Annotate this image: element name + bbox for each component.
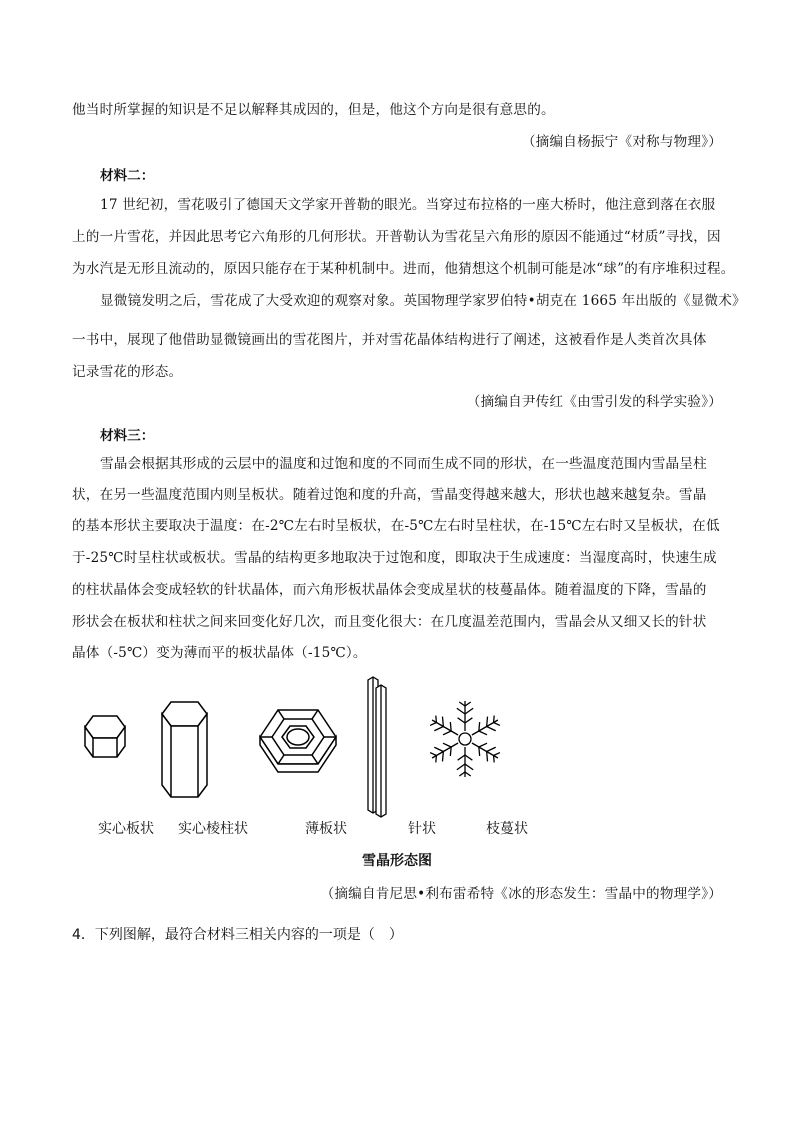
text-line: 一书中，展现了他借助显微镜画出的雪花图片，并对雪花晶体结构进行了阐述，这被看作是人类首次具体 xyxy=(72,332,707,348)
text-line: 17 世纪初，雪花吸引了德国天文学家开普勒的眼光。当穿过布拉格的一座大桥时，他注意到落在衣服 xyxy=(100,197,716,213)
dendrite-branch xyxy=(487,752,488,762)
dendrite-branch xyxy=(494,716,495,723)
dendrite-branch xyxy=(465,702,471,706)
dendrite-branch xyxy=(457,708,465,714)
dendrite-branch xyxy=(479,743,487,747)
dendrite-branch xyxy=(436,716,437,723)
text-line: 的基本形状主要取决于温度：在-2℃左右时呈板状，在-5℃左右时呈柱状，在-15℃左右时又呈板状，在低 xyxy=(72,518,720,534)
material2-heading: 材料二： xyxy=(100,168,155,184)
dendrite-branch xyxy=(479,747,480,756)
text-line: 于-25℃时呈柱状或板状。雪晶的结构更多地取决于过饱和度，即取决于生成速度：当湿度高时，快速生成 xyxy=(72,550,717,566)
dendrite-branch xyxy=(458,718,465,723)
text-line: 为水汽是无形且流动的，原因只能存在于某种机制中。进而，他猜想这个机制可能是冰“球”的有序堆积过程。 xyxy=(72,261,735,277)
dendrite-branch xyxy=(494,756,495,763)
question-4: 4．下列图解，最符合材料三相关内容的一项是（ ） xyxy=(72,927,403,943)
caption-needle: 针状 xyxy=(408,821,436,837)
dendrite-branch xyxy=(450,747,451,756)
dendrite-branch xyxy=(430,723,436,726)
text-line: 的柱状晶体会变成轻软的针状晶体，而六角形板状晶体会变成星状的枝蔓晶体。随着温度的下降，雪晶的 xyxy=(72,582,707,598)
dendrite-branch xyxy=(434,727,443,731)
material3-heading: 材料三： xyxy=(100,428,155,444)
dendrite-branch xyxy=(479,731,487,735)
dendrite-branch xyxy=(430,753,436,756)
dendrite-branch xyxy=(442,717,443,727)
dendrite-branch xyxy=(465,764,473,770)
figure-title: 雪晶形态图 xyxy=(362,853,432,869)
text-line: 上的一片雪花，并因此思考它六角形的几何形状。开普勒认为雪花呈六角形的原因不能通过“材质”寻找，因 xyxy=(72,229,721,245)
dendrite-branch xyxy=(494,723,500,726)
dendrite-branch xyxy=(487,727,496,731)
dendrite-branch xyxy=(458,755,465,760)
caption-solid-prism: 实心棱柱状 xyxy=(178,821,248,837)
caption-dendrite: 枝蔓状 xyxy=(486,821,528,837)
source-citation: （摘编自肯尼思•利布雷希特《冰的形态发生：雪晶中的物理学》） xyxy=(320,886,722,902)
dendrite-branch xyxy=(494,753,500,756)
caption-thin-plate: 薄板状 xyxy=(305,821,347,837)
dendrite-branch xyxy=(457,764,465,770)
snow-crystal-figure xyxy=(60,672,740,822)
text-line: 他当时所掌握的知识是不足以解释其成因的，但是，他这个方向是很有意思的。 xyxy=(72,102,555,118)
source-citation: （摘编自杨振宁《对称与物理》） xyxy=(521,134,722,150)
dendrite-branch xyxy=(436,756,437,763)
text-line: 显微镜发明之后，雪花成了大受欢迎的观察对象。英国物理学家罗伯特•胡克在 1665 年出版的《显微术》 xyxy=(100,293,746,309)
dendrite-branch xyxy=(465,708,473,714)
dendrite-branch xyxy=(487,717,488,727)
caption-solid-plate: 实心板状 xyxy=(98,821,154,837)
dendrite-branch xyxy=(479,722,480,731)
dendrite-center xyxy=(459,733,471,745)
dendrite-branch xyxy=(443,743,451,747)
solid-prism-crystal xyxy=(162,702,207,797)
text-line: 晶体（-5℃）变为薄而平的板状晶体（-15℃）。 xyxy=(72,645,367,661)
dendrite-branch xyxy=(443,731,451,735)
dendrite-branch xyxy=(459,772,465,776)
thin-plate-crystal xyxy=(260,710,336,772)
text-line: 记录雪花的形态。 xyxy=(72,364,183,380)
dendrite-branch xyxy=(442,752,443,762)
dendrite-branch xyxy=(487,747,496,751)
dendrite-branch xyxy=(450,722,451,731)
text-line: 雪晶会根据其形成的云层中的温度和过饱和度的不同而生成不同的形状，在一些温度范围内雪晶呈柱 xyxy=(100,456,707,472)
dendrite-branch xyxy=(465,718,472,723)
text-line: 状，在另一些温度范围内则呈板状。随着过饱和度的升高，雪晶变得越来越大，形状也越来越复杂。雪晶 xyxy=(72,487,707,503)
needle-crystal xyxy=(368,677,386,817)
dendrite-crystal xyxy=(430,701,500,777)
source-citation: （摘编自尹传红《由雪引发的科学实验》） xyxy=(466,394,722,410)
dendrite-branch xyxy=(434,747,443,751)
dendrite-branch xyxy=(465,772,471,776)
solid-plate-crystal xyxy=(85,716,125,757)
dendrite-branch xyxy=(465,755,472,760)
dendrite-branch xyxy=(459,702,465,706)
text-line: 形状会在板状和柱状之间来回变化好几次，而且变化很大：在几度温差范围内，雪晶会从又细又长的针状 xyxy=(72,614,707,630)
